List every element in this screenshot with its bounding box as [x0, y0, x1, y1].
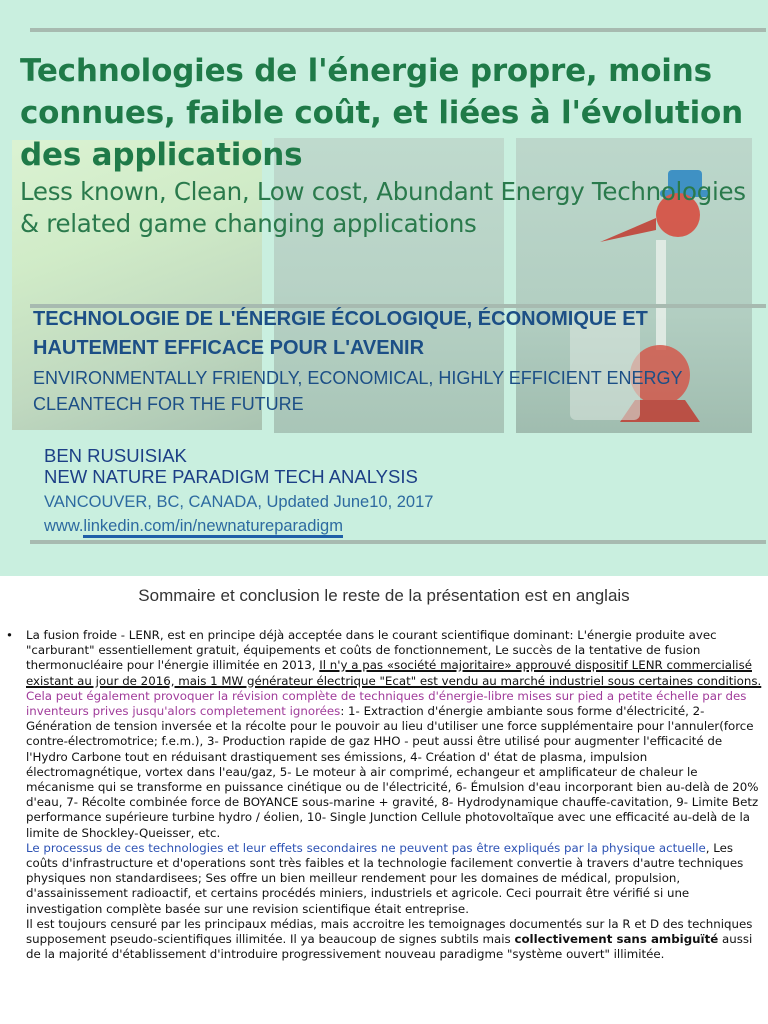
slide-subtitle-fr: TECHNOLOGIE DE L'ÉNERGIE ÉCOLOGIQUE, ÉCONOMIQUE ET HAUTEMENT EFFICACE POUR L'AVENIR	[33, 308, 648, 359]
slide-title-fr: Technologies de l'énergie propre, moins connues, faible coût, et liées à l'évolution des applications	[20, 53, 743, 173]
technology-list-text: : 1- Extraction d'énergie ambiante sous forme d'électricité, 2- Génération de tension inversée et la récolte pour le pouvoir au lieu d'utiliser une force supplémentaire pour l'annuler(force contre-électromotrice; f.e.m.), 3- Production rapide de gaz HHO - peut aussi être utilisé pour augmenter l'efficacité de l'Hydro Carbone tout en réduisant drastiquement ses émissions, 4- Création d' état de plasma, impulsion électromagnétique, vortex dans l'eau/gaz, 5- Le moteur à air comprimé, echangeur et amplificateur de chaleur le mécanisme qui se transforme en puissance cinétique ou de l'électricité, 6- Émulsion d'eau incorporant bien au-delà de 20% d'eau, 7- Récolte combinée force de BOYANCE sous-marine + gravité, 8- Hydrodynamique chauffe-cavitation, 9- Limite Betz performance supérieure turbine hydro / éolien, 10- Single Junction Cellule photovoltaïque avec une efficacité au-delà de la limite de Shockley-Queisser, etc.	[26, 704, 759, 840]
paragraph-end-text: , Les coûts d'infrastructure et d'operations sont très faibles et la technologie facilement convertie à travers d'autre techniques physiques non standardisees; Ses offre un bien meilleur rendement pour les domaines de médical, propulsion, d'assainissement radioactif, et certains procédés miniers, industriels et agricole. Ceci pourrait être vérifié si une investigation complète basée sur une revision scientifique était entreprise.	[26, 840, 744, 916]
author-block	[44, 445, 418, 487]
paragraph-2-start: Il est toujours censuré par les principaux médias, mais accroitre les temoignages documentés sur la R et D des techniques supposement pseudo-scientifiques illimitée. Il ya beaucoup de signes subtils mais	[26, 916, 753, 947]
highlight-pink-text: Cela peut également provoquer la révision complète de techniques d'énergie-libre mises sur pied a petite échelle par des inventeurs prives jusqu'alors completement ignorées	[26, 688, 747, 719]
author-name: BEN RUSUISIAK	[44, 445, 187, 466]
bottom-divider	[30, 540, 766, 544]
location-date: VANCOUVER, BC, CANADA, Updated June10, 2017	[44, 493, 434, 511]
summary-paragraph-1	[26, 628, 762, 962]
summary-title: Sommaire et conclusion le reste de la présentation est en anglais	[138, 586, 630, 605]
paragraph-text: La fusion froide - LENR, est en principe déjà acceptée dans le courant scientifique dominant: L'énergie produite avec "carburant" essentiellement gratuit, équipements et coûts de fonctionnement, Le succès de la tentative de fusion thermonucléaire pour l'énergie illimitée en 2013,	[26, 628, 717, 673]
list-item	[6, 628, 762, 962]
slide-subtitle-en: ENVIRONMENTALLY FRIENDLY, ECONOMICAL, HIGHLY EFFICIENT ENERGY CLEANTECH FOR THE FUTURE	[33, 368, 683, 414]
linkedin-link[interactable]: linkedin.com/in/newnatureparadigm	[83, 517, 343, 538]
link-prefix: www.	[44, 517, 84, 535]
bullet-marker: •	[6, 628, 13, 642]
author-organization: NEW NATURE PARADIGM TECH ANALYSIS	[44, 466, 418, 487]
highlight-blue-text: Le processus de ces technologies et leur effets secondaires ne peuvent pas être expliqués par la physique actuelle	[26, 840, 706, 855]
location-block	[44, 490, 433, 538]
paragraph-2-end: aussi de la majorité d'établissement d'introduire progressivement nouveau paradigme "système ouvert" illimitée.	[26, 932, 753, 962]
summary-body	[6, 628, 762, 962]
slide-title-en: Less known, Clean, Low cost, Abundant Energy Technologies & related game changing applications	[20, 177, 746, 238]
underlined-statement: Il n'y a pas «société majoritaire» approuvé dispositif LENR commercialisé existant au jour de 2016, mais 1 MW générateur électrique "Ecat" est vendu au marché industriel sous certaines conditions.	[26, 658, 762, 688]
bold-emphasis: collectivement sans ambiguïté	[514, 932, 719, 947]
top-divider	[30, 28, 766, 32]
